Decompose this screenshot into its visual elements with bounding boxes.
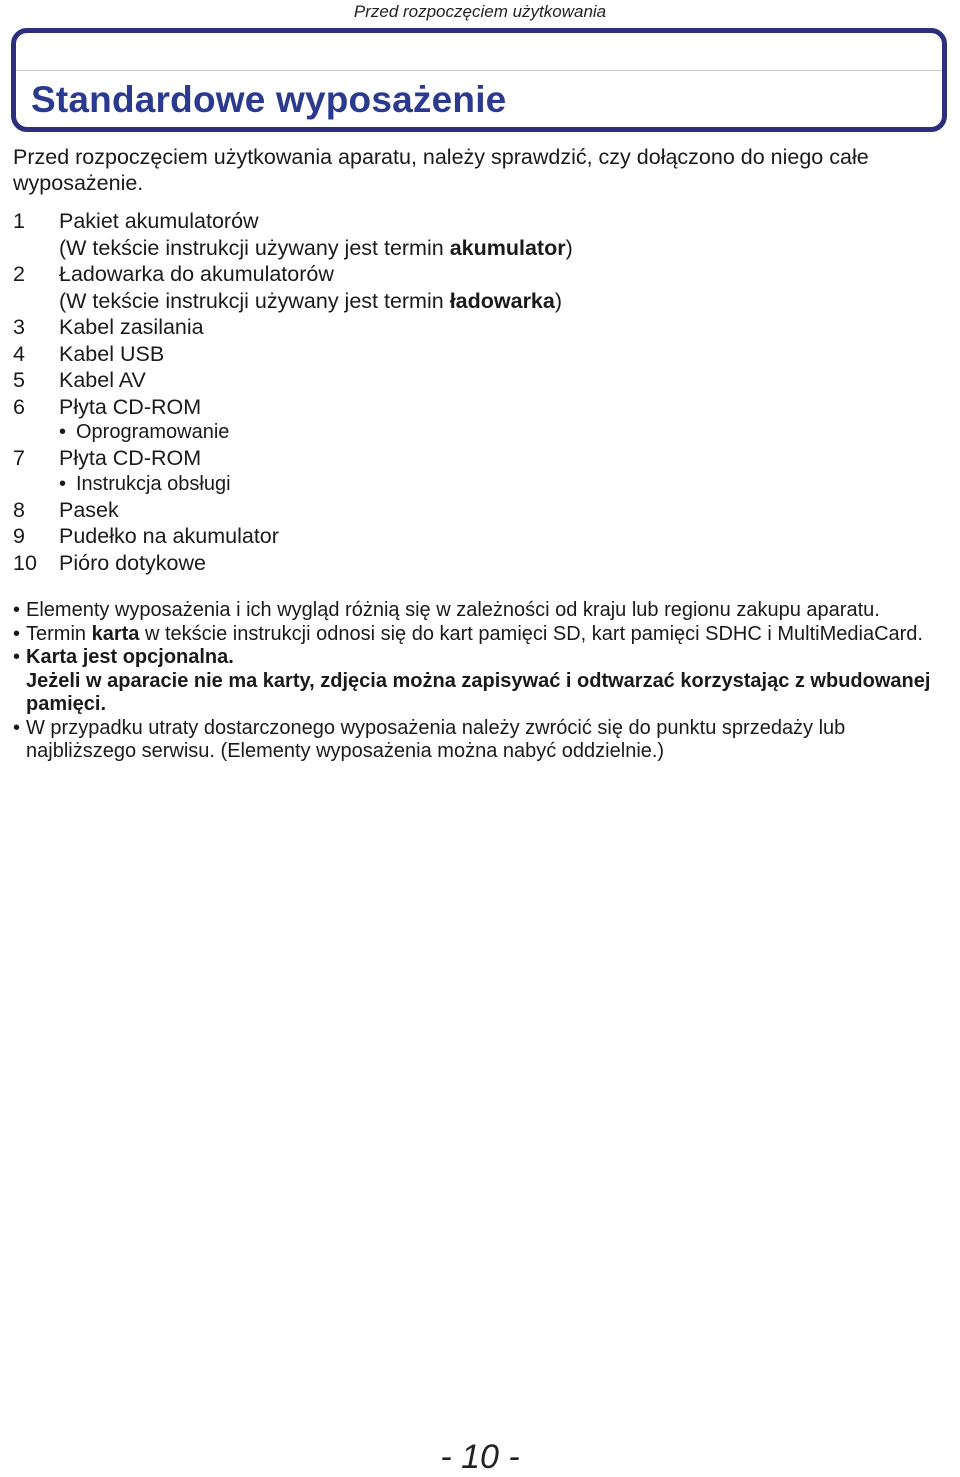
item-number: 5 (13, 368, 25, 392)
item-number: 3 (13, 315, 25, 339)
item-label: Kabel zasilania (59, 315, 204, 339)
list-item (13, 497, 913, 524)
item-number: 1 (13, 209, 25, 233)
item-number: 6 (13, 394, 25, 419)
item-label: Pasek (59, 497, 119, 522)
notes-list (13, 599, 948, 764)
bullet-icon: • (13, 646, 21, 668)
note-item: • Elementy wyposażenia i ich wygląd różnią się w zależności od kraju lub regionu zakupu aparatu. (13, 599, 880, 621)
intro-paragraph: Przed rozpoczęciem użytkowania aparatu, należy sprawdzić, czy dołączono do niego całe wyposażenie. (13, 145, 869, 195)
item-label: Kabel USB (59, 341, 165, 366)
item-number: 7 (13, 446, 25, 470)
section-title-box (11, 28, 947, 132)
list-item (13, 394, 913, 421)
item-label: Ładowarka do akumulatorów (59, 262, 334, 286)
list-item (13, 523, 913, 550)
bullet-icon: • (59, 421, 67, 443)
running-header: Przed rozpoczęciem użytkowania (353, 2, 607, 21)
item-label: Kabel AV (59, 368, 146, 392)
bullet-icon: • (13, 599, 21, 621)
item-label: Pudełko na akumulator (59, 524, 279, 548)
item-label: Płyta CD-ROM (59, 446, 202, 470)
section-title: Standardowe wyposażenie (31, 79, 507, 120)
item-label: Pakiet akumulatorów (59, 209, 259, 233)
list-item (13, 261, 913, 288)
item-bullet: • Instrukcja obsługi (59, 472, 231, 495)
list-item (13, 341, 913, 368)
list-item (13, 445, 913, 472)
item-label: Płyta CD-ROM (59, 394, 202, 419)
note-item: • Karta jest opcjonalna. Jeżeli w aparacie nie ma karty, zdjęcia można zapisywać i odtwarzać korzystając z wbudowanej pamięci. (13, 646, 931, 715)
contents-list (13, 208, 913, 576)
note-item: • Termin karta w tekście instrukcji odnosi się do kart pamięci SD, kart pamięci SDHC i MultiMediaCard. (13, 622, 923, 645)
item-number: 4 (13, 341, 25, 366)
item-number: 2 (13, 262, 25, 286)
note-item: • W przypadku utraty dostarczonego wyposażenia należy zwrócić się do punktu sprzedaży lub najbliższego serwisu. (Elementy wyposażenia można nabyć oddzielnie.) (13, 716, 846, 762)
item-note: (W tekście instrukcji używany jest termin ładowarka) (59, 288, 563, 313)
list-item (13, 367, 913, 394)
list-item (13, 550, 913, 577)
item-label: Pióro dotykowe (59, 550, 206, 575)
item-number: 9 (13, 524, 25, 548)
list-item (13, 314, 913, 341)
item-note: (W tekście instrukcji używany jest termin akumulator) (59, 235, 573, 260)
item-bullet: • Oprogramowanie (59, 421, 230, 443)
bullet-icon: • (13, 622, 21, 645)
bullet-icon: • (13, 716, 21, 739)
list-item (13, 208, 913, 235)
title-box-divider (16, 70, 942, 71)
page-number: - 10 - (440, 1438, 520, 1476)
item-number: 8 (13, 497, 25, 522)
bullet-icon: • (59, 472, 67, 495)
item-number: 10 (13, 550, 37, 575)
